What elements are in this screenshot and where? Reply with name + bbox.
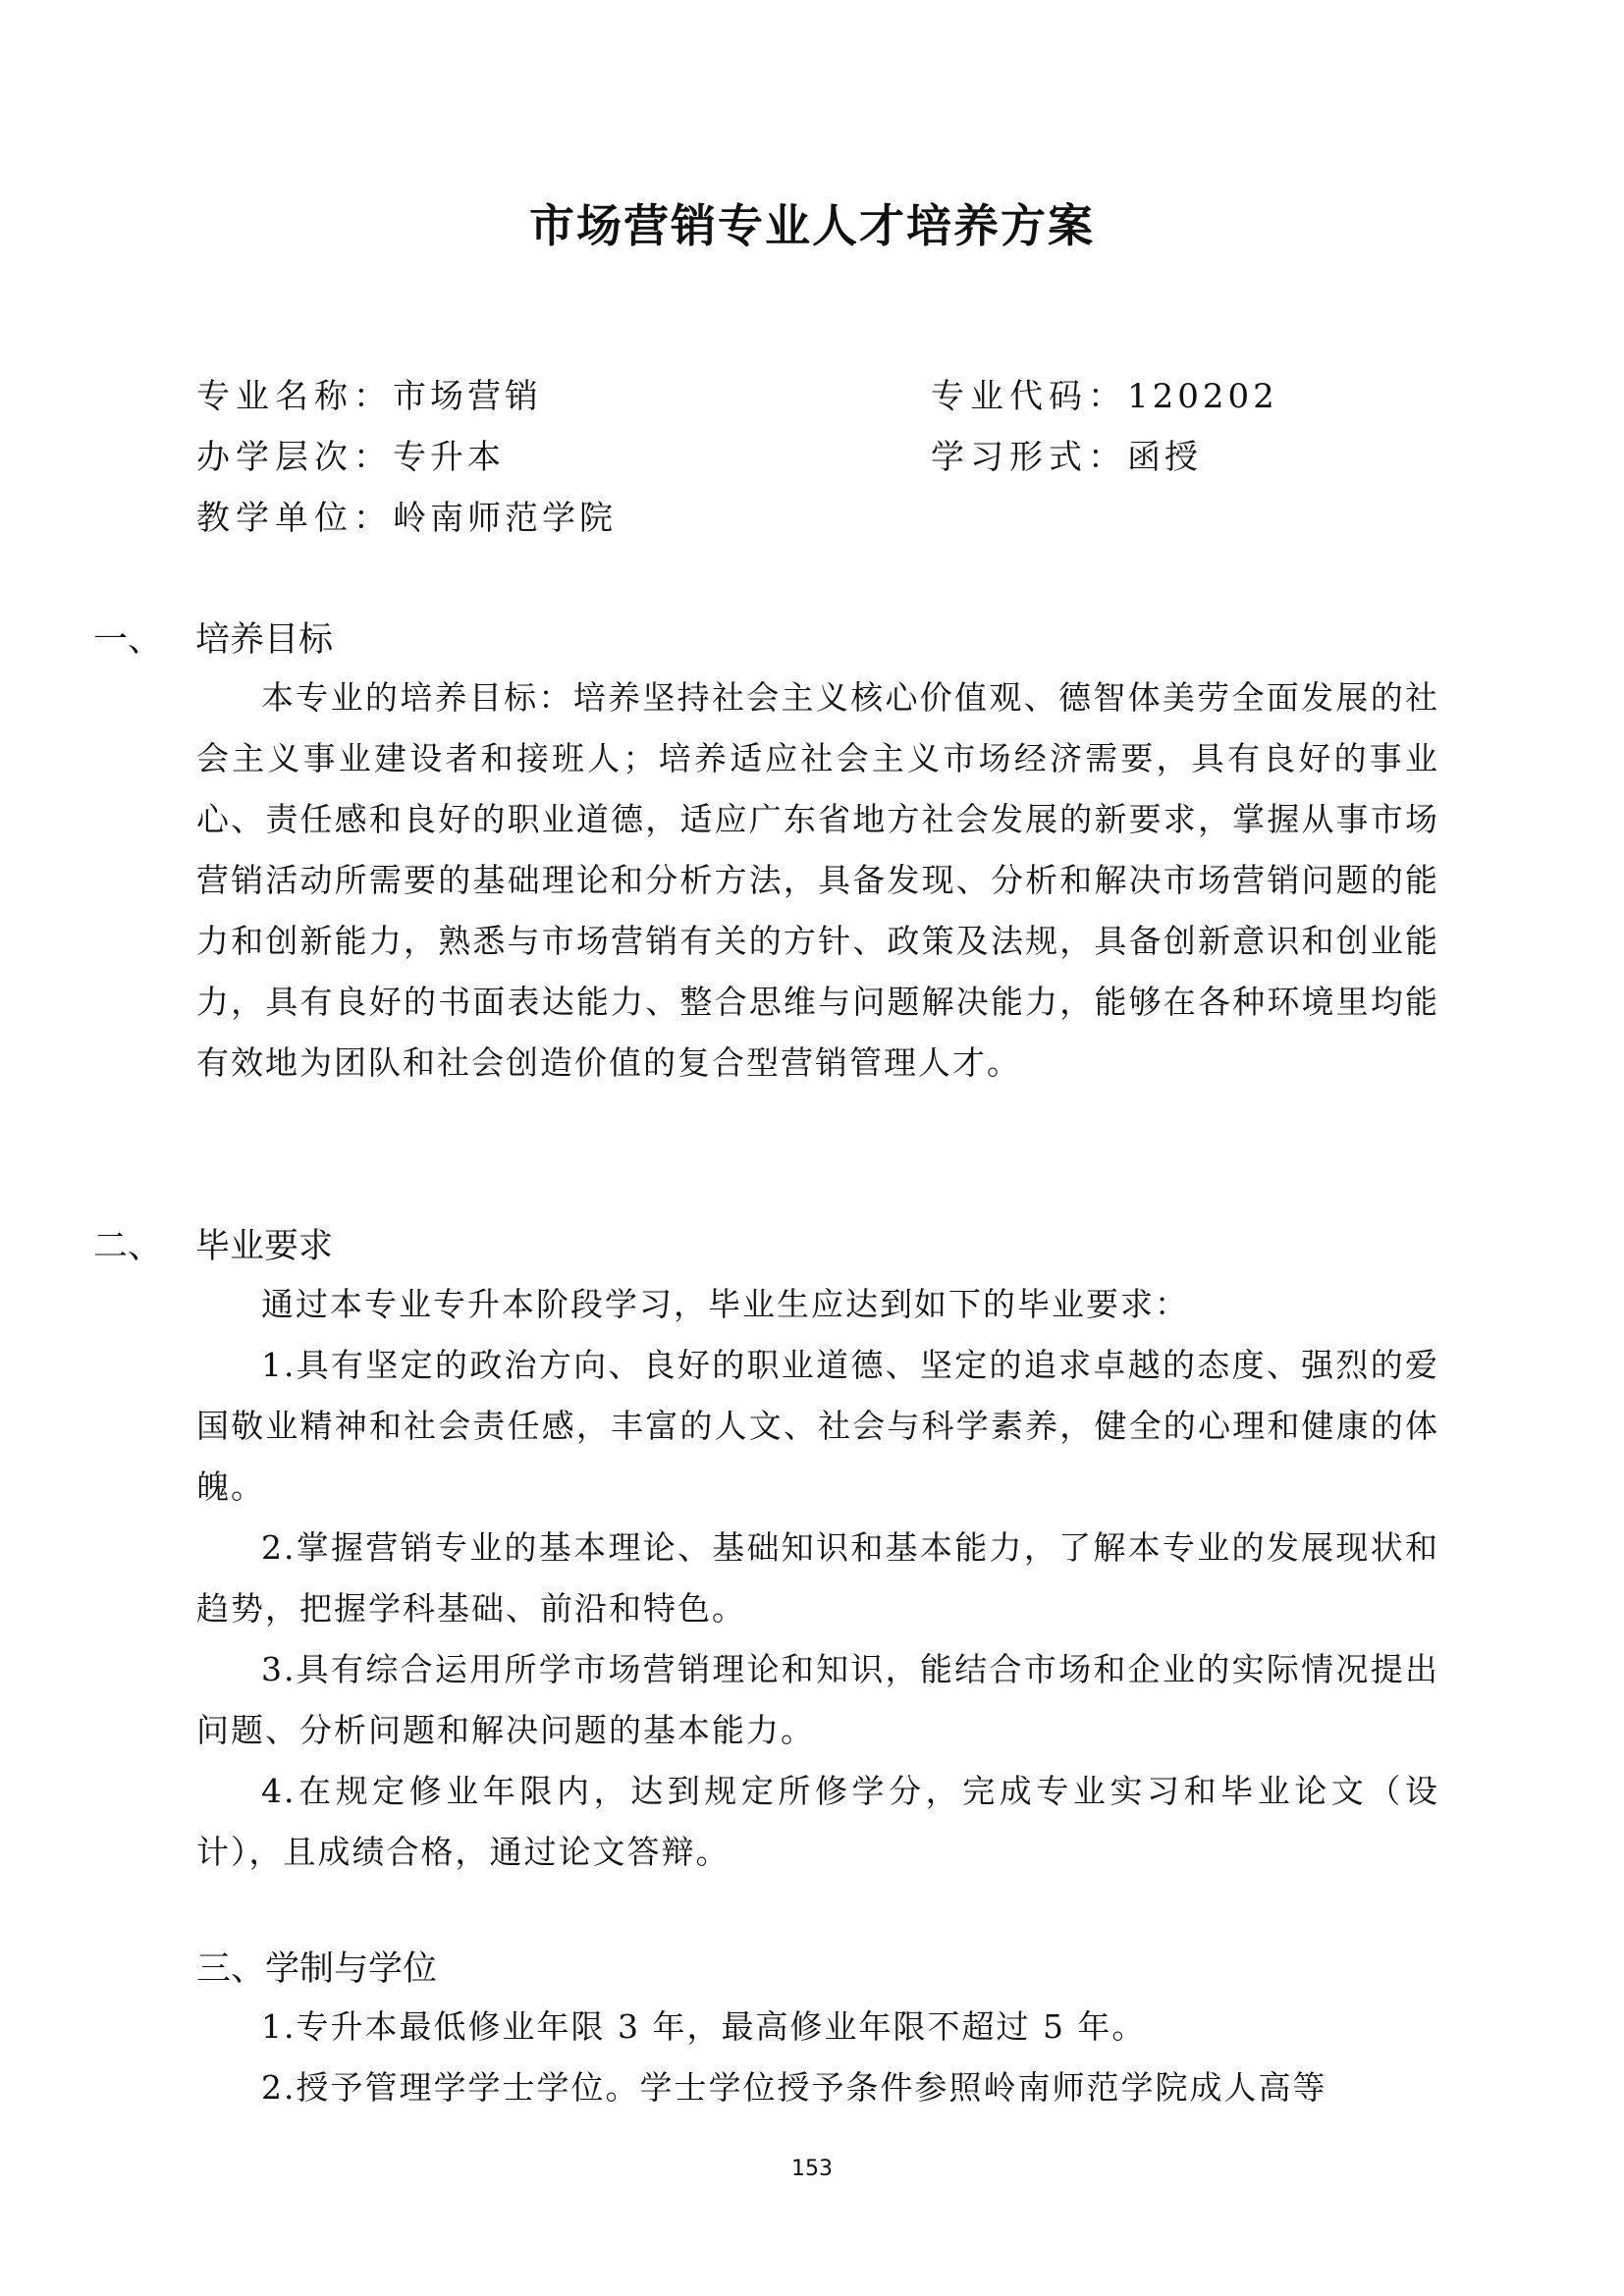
document-title: 市场营销专业人才培养方案 <box>529 199 1095 252</box>
paragraph-requirement-2: 2.掌握营销专业的基本理论、基础知识和基本能力，了解本专业的发展现状和趋势，把握学科基础、前沿和特色。 <box>196 1528 1439 1628</box>
section-title: 毕业要求 <box>195 1227 334 1266</box>
level-row <box>196 427 505 488</box>
section-title: 培养目标 <box>195 620 334 660</box>
major-name-row <box>196 366 542 427</box>
major-code-label: 专业代码： <box>931 377 1127 416</box>
unit-label: 教学单位： <box>196 499 393 538</box>
paragraph-duration-1: 1.专升本最低修业年限 3 年，最高修业年限不超过 5 年。 <box>261 2007 1147 2046</box>
major-code-row <box>931 366 1278 427</box>
major-name-value: 市场营销 <box>393 377 542 416</box>
paragraph-requirement-4: 4.在规定修业年限内，达到规定所修学分，完成专业实习和毕业论文（设计），且成绩合格，通过论文答辩。 <box>196 1772 1439 1871</box>
section-heading-objectives <box>93 611 333 669</box>
section-heading-requirements <box>93 1217 333 1276</box>
section-number: 二、 <box>93 1227 163 1266</box>
paragraph-requirement-1: 1.具有坚定的政治方向、良好的职业道德、坚定的追求卓越的态度、强烈的爱国敬业精神和社会责任感，丰富的人文、社会与科学素养，健全的心理和健康的体魄。 <box>196 1346 1439 1506</box>
paragraph-objectives: 本专业的培养目标：培养坚持社会主义核心价值观、德智体美劳全面发展的社会主义事业建设者和接班人；培养适应社会主义市场经济需要，具有良好的事业心、责任感和良好的职业道德，适应广东省地方社会发展的新要求，掌握从事市场营销活动所需要的基础理论和分析方法，具备发现、分析和解决市场营销问题的能力和创新能力，熟悉与市场营销有关的方针、政策及法规，具备创新意识和创业能力，具有良好的书面表达能力、整合思维与问题解决能力，能够在各种环境里均能有效地为团队和社会创造价值的复合型营销管理人才。 <box>196 678 1439 1082</box>
study-form-label: 学习形式： <box>931 438 1127 477</box>
section-title: 学制与学位 <box>265 1949 438 1989</box>
major-code-value: 120202 <box>1127 377 1278 416</box>
section-number: 三、 <box>196 1949 266 1989</box>
paragraph-requirement-3: 3.具有综合运用所学市场营销理论和知识，能结合市场和企业的实际情况提出问题、分析问题和解决问题的基本能力。 <box>196 1650 1439 1749</box>
paragraph-degree-2: 2.授予管理学学士学位。学士学位授予条件参照岭南师范学院成人高等 <box>261 2068 1327 2107</box>
section-heading-duration-degree <box>196 1940 437 1999</box>
unit-row <box>196 488 617 549</box>
major-name-label: 专业名称： <box>196 377 393 416</box>
level-value: 专升本 <box>393 438 505 477</box>
section-number: 一、 <box>93 620 163 660</box>
study-form-value: 函授 <box>1127 438 1202 477</box>
unit-value: 岭南师范学院 <box>393 499 617 538</box>
page-number: 153 <box>791 2157 833 2181</box>
level-label: 办学层次： <box>196 438 393 477</box>
paragraph-requirements-intro: 通过本专业专升本阶段学习，毕业生应达到如下的毕业要求： <box>261 1285 1189 1323</box>
study-form-row <box>931 427 1202 488</box>
